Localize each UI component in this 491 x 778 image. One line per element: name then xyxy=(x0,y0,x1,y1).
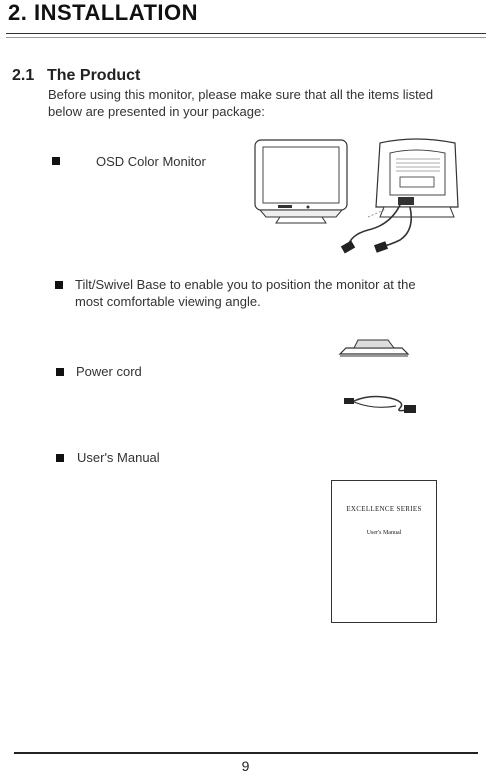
tilt-swivel-base-icon xyxy=(336,334,412,358)
item-monitor-label: OSD Color Monitor xyxy=(96,154,206,169)
section-title: The Product xyxy=(47,67,141,84)
manual-cover-subtitle: User's Manual xyxy=(366,530,402,536)
monitor-illustration-icon xyxy=(250,135,470,265)
header-rule-thin xyxy=(6,37,486,38)
bullet-icon xyxy=(55,281,63,289)
bullet-icon xyxy=(56,454,64,462)
chapter-title: 2. INSTALLATION xyxy=(8,0,199,25)
bullet-icon xyxy=(56,368,64,376)
power-cord-icon xyxy=(340,388,420,414)
item-manual-label: User's Manual xyxy=(77,450,160,465)
item-power-cord-label: Power cord xyxy=(76,364,142,379)
page-number: 9 xyxy=(241,758,250,774)
bullet-icon xyxy=(52,157,60,165)
section-number: 2.1 xyxy=(12,67,35,84)
section-intro: Before using this monitor, please make sure that all the items listed below are presented in your package: xyxy=(48,87,434,119)
footer-rule xyxy=(14,752,478,754)
manual-cover xyxy=(331,480,437,623)
header-rule xyxy=(6,33,486,34)
manual-cover-title: EXCELLENCE SERIES xyxy=(346,505,422,513)
item-base-label: Tilt/Swivel Base to enable you to position the monitor at the most comfortable viewing angle. xyxy=(75,277,416,309)
